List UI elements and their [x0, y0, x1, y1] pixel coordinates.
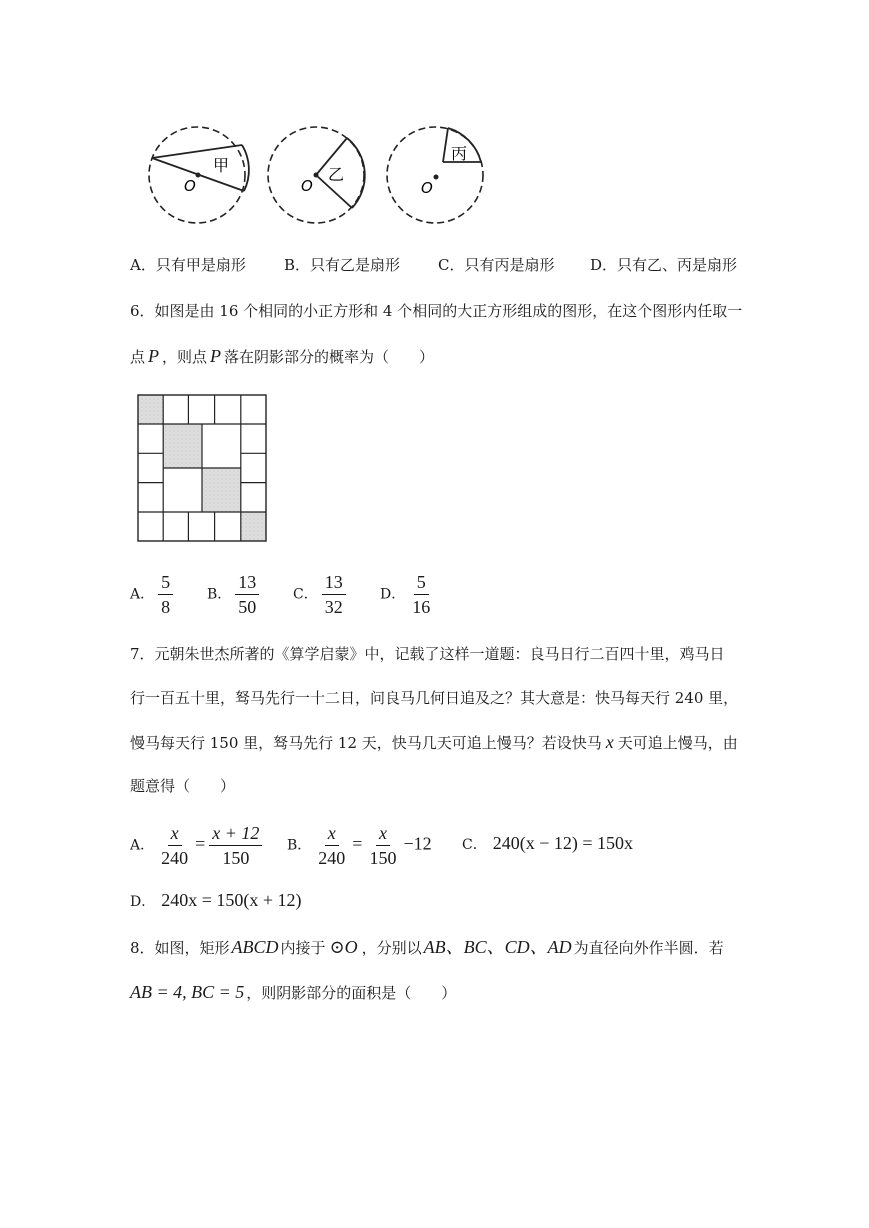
- figure-yi: [268, 127, 365, 223]
- side-names: AB、BC、CD、AD: [423, 937, 572, 957]
- q7-option-b: B． $\frac{x}{240}$ = $\frac{x}{150}$ −12: [287, 823, 432, 868]
- label-yi: 乙: [328, 165, 345, 184]
- q7-option-a: A． $\frac{x}{240}$ = $\frac{x + 12}{150}$: [130, 823, 266, 868]
- q7-option-d: D． 240x = 150(x + 12): [130, 890, 302, 910]
- q7-stem-line3: 慢马每天行 150 里，驽马先行 12 天，快马几天可追上慢马？若设快马 x 天可追上慢马，由: [130, 732, 738, 752]
- fraction: $\frac{5}{8}$: [158, 572, 173, 617]
- q7-stem-line2: 行一百五十里，驽马先行一十二日，问良马几何日追及之？其大意是：快马每天行 240 里，: [130, 689, 739, 707]
- fraction: $\frac{13}{50}$: [235, 572, 259, 617]
- fraction: $\frac{x}{240}$: [318, 823, 346, 868]
- label-jia: 甲: [213, 156, 230, 175]
- q6-option-d: D． $\frac{5}{16}$: [380, 572, 437, 617]
- circle-name: ⊙O: [329, 937, 358, 957]
- q7-stem-line4: 题意得（ ）: [130, 777, 236, 795]
- q6-option-b: B． $\frac{13}{50}$: [207, 572, 263, 617]
- figure-bing: [387, 127, 483, 223]
- q5-option-b: B．只有乙是扇形: [284, 256, 401, 274]
- q5-option-a: A．只有甲是扇形: [130, 256, 246, 274]
- q6-stem-line2: 点 P ，则点 P 落在阴影部分的概率为（ ）: [130, 346, 435, 366]
- q6-stem-line1: 6．如图是由 16 个相同的小正方形和 4 个相同的大正方形组成的图形，在这个图形内任取一: [130, 302, 743, 320]
- fraction: $\frac{x}{240}$: [161, 823, 189, 868]
- q5-option-d: D．只有乙、丙是扇形: [590, 256, 738, 274]
- q8-stem-line2: AB = 4, BC = 5 ，则阴影部分的面积是（ ）: [130, 982, 457, 1002]
- q6-option-c: C． $\frac{13}{32}$: [293, 572, 350, 617]
- fraction: $\frac{13}{32}$: [322, 572, 346, 617]
- label-o-2: O: [301, 177, 313, 195]
- var-p: P: [210, 346, 222, 366]
- var-x: x: [605, 732, 614, 752]
- label-o-3: O: [421, 179, 433, 197]
- q7-stem-line1: 7．元朝朱世杰所著的《算学启蒙》中，记载了这样一道题：良马日行二百四十里，鸡马日: [130, 645, 725, 663]
- fraction: $\frac{x + 12}{150}$: [209, 823, 262, 868]
- condition: AB = 4, BC = 5: [130, 982, 245, 1002]
- figure-jia: [149, 127, 249, 223]
- q8-stem-line1: 8．如图，矩形 ABCD 内接于 ⊙O ，分别以 AB、BC、CD、AD 为直径向外作半圆．若: [130, 937, 724, 957]
- fraction: $\frac{x}{150}$: [369, 823, 397, 868]
- sector-figures: [140, 115, 500, 235]
- shaded-large-2: [202, 468, 241, 512]
- label-o-1: O: [184, 177, 196, 195]
- shaded-large-1: [163, 424, 202, 468]
- q7-option-c: C． 240(x − 12) = 150x: [462, 833, 634, 853]
- shaded-small-bottom-right: [241, 512, 266, 541]
- shaded-small-top-left: [138, 395, 163, 424]
- grid-figure: [137, 394, 269, 544]
- label-bing: 丙: [451, 144, 468, 163]
- q6-option-a: A． $\frac{5}{8}$: [130, 572, 177, 617]
- q5-option-c: C．只有丙是扇形: [438, 256, 555, 274]
- rect-name: ABCD: [231, 937, 279, 957]
- fraction: $\frac{5}{16}$: [412, 572, 431, 617]
- var-p: P: [148, 346, 160, 366]
